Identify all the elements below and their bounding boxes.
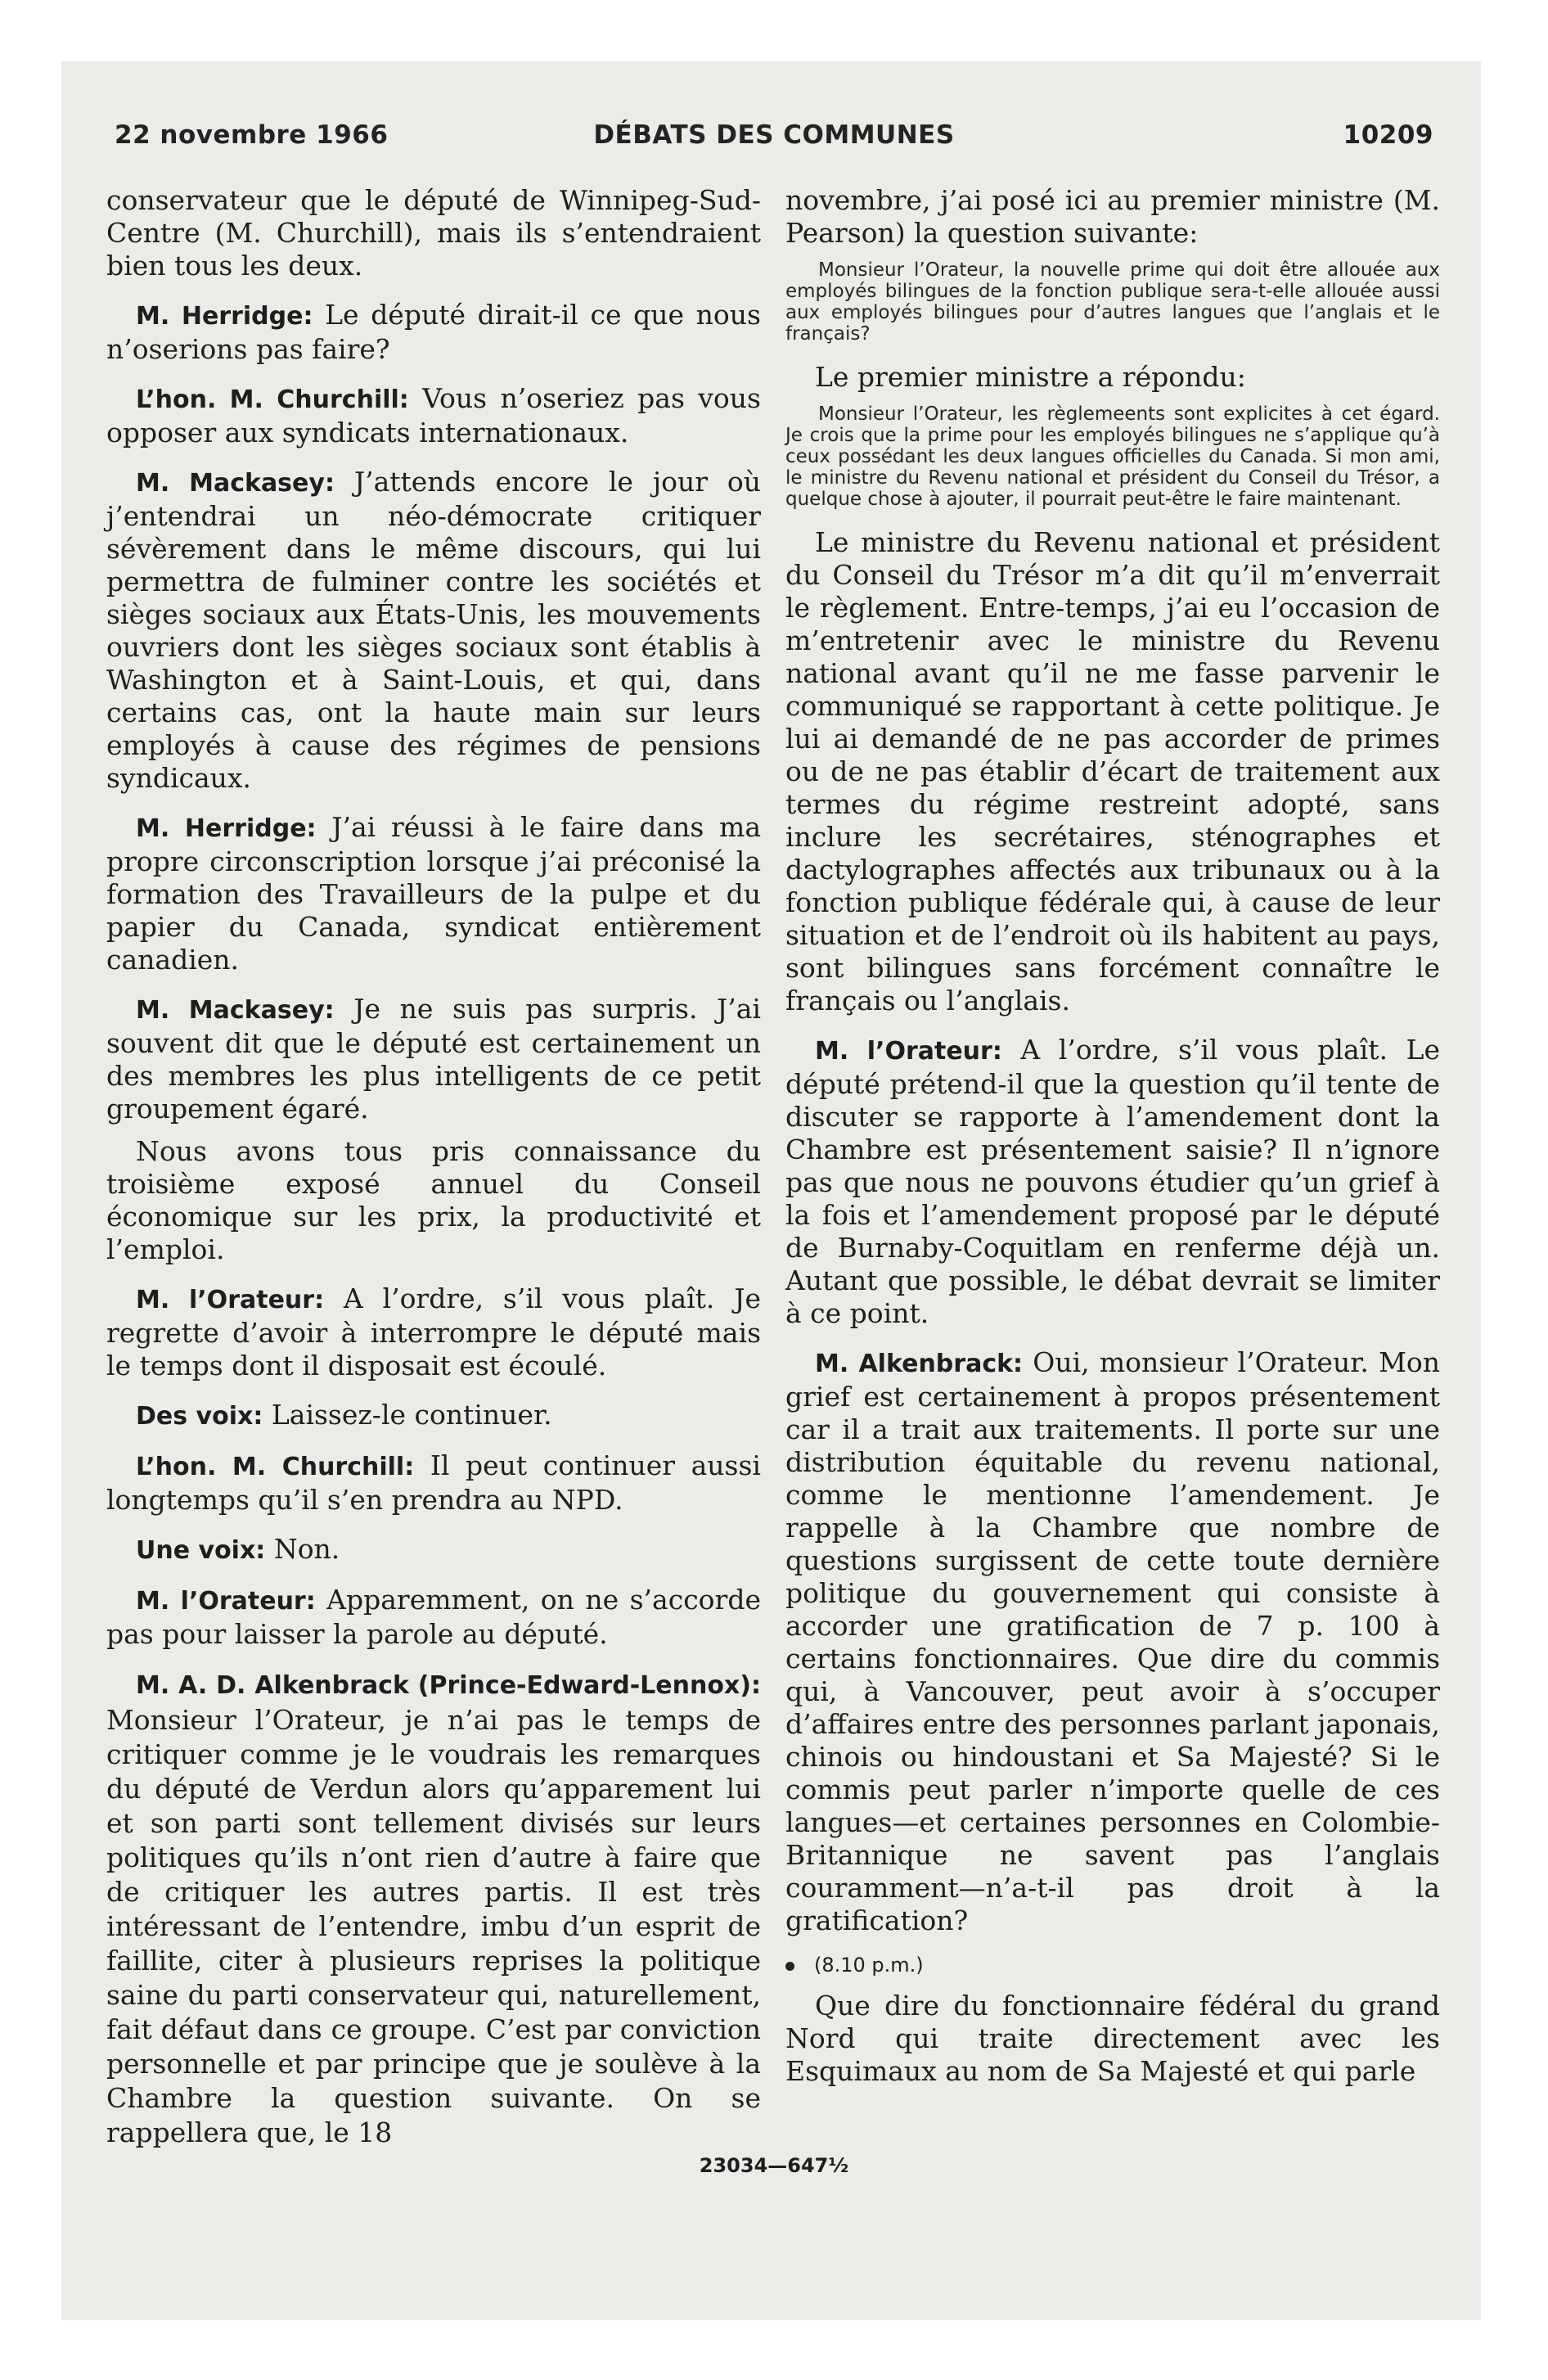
paragraph: M. Mackasey: Je ne suis pas surpris. J’ai souvent dit que le député est certainement un des membres les plus intelligents de ce petit groupement égaré. [106, 993, 761, 1125]
header-date: 22 novembre 1966 [115, 120, 389, 150]
speaker-name: M. l’Orateur: [136, 1587, 316, 1616]
speaker-name: L’hon. M. Churchill: [136, 385, 409, 414]
bullet-icon [785, 1962, 794, 1971]
speaker-name: M. l’Orateur: [815, 1037, 1002, 1066]
footer-print-code: 23034—647½ [699, 2154, 849, 2177]
paragraph: Que dire du fonctionnaire fédéral du grand Nord qui traite directement avec les Esquimaux au nom de Sa Majesté et qui parle [785, 1990, 1440, 2087]
paragraph: Le premier ministre a répondu: [815, 361, 1246, 393]
paragraph: Nous avons tous pris connaissance du troisième exposé annuel du Conseil économique sur les prix, la productivité et l’emploi. [106, 1135, 761, 1265]
left-column [106, 184, 761, 2166]
right-column [785, 184, 1440, 2104]
header-page-number: 10209 [1343, 120, 1433, 150]
paragraph: M. Alkenbrack: Oui, monsieur l’Orateur. Mon grief est certainement à propos présentement car il a trait aux traitements. Il porte sur une distribution équitable du revenu national, comme le mentionne l’amendement. Je rappelle à la Chambre que nombre de questions surgissent de cette toute dernière politique du gouvernement qui consiste à accorder une gratification de 7 p. 100 à certains fonctionnaires. Que dire du commis qui, à Vancouver, peut avoir à s’occuper d’affaires entre des personnes parlant japonais, chinois ou hindoustani et Sa Majesté? Si le commis peut parler n’importe quelle de ces langues—et certaines personnes en Colombie-Britannique ne savent pas l’anglais couramment—n’a-t-il pas droit à la gratification? [785, 1346, 1440, 1936]
paragraph: L’hon. M. Churchill: Il peut continuer aussi longtemps qu’il s’en prendra au NPD. [106, 1449, 761, 1516]
speaker-name: M. Herridge: [136, 814, 317, 843]
paragraph: novembre, j’ai posé ici au premier ministre (M. Pearson) la question suivante: [785, 184, 1440, 249]
speaker-name: Une voix: [136, 1536, 266, 1565]
paragraph: M. Mackasey: J’attends encore le jour où j’entendrai un néo-démocrate critiquer sévèrement dans le même discours, qui lui permettra de fulminer contre les sociétés et sièges sociaux aux États-Unis, les mouvements ouvriers dont les sièges sociaux sont établis à Washington et à Saint-Louis, et qui, dans certains cas, ont la haute main sur leurs employés à cause des régimes de pensions syndicaux. [106, 466, 761, 794]
speaker-name: M. Herridge: [136, 302, 313, 331]
speaker-name: M. l’Orateur: [136, 1286, 325, 1314]
paragraph: M. Herridge: J’ai réussi à le faire dans ma propre circonscription lorsque j’ai préconisé la formation des Travailleurs de la pulpe et du papier du Canada, syndicat entièrement canadien. [106, 811, 761, 976]
paragraph: M. l’Orateur: A l’ordre, s’il vous plaît. Je regrette d’avoir à interrompre le député mais le temps dont il disposait est écoulé. [106, 1282, 761, 1382]
speaker-name: Des voix: [136, 1402, 263, 1431]
paragraph: conservateur que le député de Winnipeg-Sud-Centre (M. Churchill), mais ils s’entendraient bien tous les deux. [106, 184, 761, 282]
paragraph: M. l’Orateur: A l’ordre, s’il vous plaît. Le député prétend-il que la question qu’il tente de discuter se rapporte à l’amendement dont la Chambre est présentement saisie? Il n’ignore pas que nous ne pouvons étudier qu’un grief à la fois et l’amendement proposé par le député de Burnaby-Coquitlam en renferme déjà un. Autant que possible, le débat devrait se limiter à ce point. [785, 1034, 1440, 1329]
block-quote: Monsieur l’Orateur, les règlemeents sont explicites à cet égard. Je crois que la prime pour les employés bilingues ne s’applique qu’à ceux possédant les deux langues officielles du Canada. Si mon ami, le ministre du Revenu national et président du Conseil du Trésor, a quelque chose à ajouter, il pourrait peut-être le faire maintenant. [785, 403, 1440, 510]
speaker-name: L’hon. M. Churchill: [136, 1453, 415, 1481]
paragraph: Le ministre du Revenu national et président du Conseil du Trésor m’a dit qu’il m’enverrait le règlement. Entre-temps, j’ai eu l’occasion de m’entretenir avec le ministre du Revenu national avant qu’il ne me fasse parvenir le communiqué se rapportant à cette politique. Je lui ai demandé de ne pas accorder de primes ou de ne pas établir d’écart de traitement aux termes du régime restreint adopté, sans inclure les secrétaires, sténographes et dactylographes affectés aux tribunaux ou à la fonction publique fédérale qui, à cause de leur situation et de l’endroit où ils habitent au pays, sont bilingues sans forcément connaître le français ou l’anglais. [785, 526, 1440, 1016]
paragraph: M. A. D. Alkenbrack (Prince-Edward-Lennox): Monsieur l’Orateur, je n’ai pas le temps de critiquer comme je le voudrais les remarques du député de Verdun alors qu’apparement lui et son parti sont tellement divisés sur leurs politiques qu’ils n’ont rien d’autre à faire que de critiquer les autres partis. Il est très intéressant de l’entendre, imbu d’un esprit de faillite, citer à plusieurs reprises la politique saine du parti conservateur qui, naturellement, fait défaut dans ce groupe. C’est par conviction personnelle et par principe que je soulève à la Chambre la question suivante. On se rappellera que, le 18 [106, 1671, 761, 2148]
speaker-name: M. A. D. Alkenbrack (Prince-Edward-Lennox): [136, 1671, 761, 1700]
speaker-name: M. Mackasey: [136, 469, 335, 498]
paragraph: L’hon. M. Churchill: Vous n’oseriez pas vous opposer aux syndicats internationaux. [106, 382, 761, 449]
header-title: DÉBATS DES COMMUNES [593, 120, 955, 150]
paragraph: M. l’Orateur: Apparemment, on ne s’accorde pas pour laisser la parole au député. [106, 1584, 761, 1650]
paragraph: M. Herridge: Le député dirait-il ce que nous n’oserions pas faire? [106, 299, 761, 365]
paragraph: Des voix: Laissez-le continuer. [136, 1399, 552, 1431]
paragraph: Une voix: Non. [136, 1533, 340, 1565]
speaker-name: M. Mackasey: [136, 996, 335, 1025]
time-marker: (8.10 p.m.) [785, 1954, 1440, 1977]
block-quote: Monsieur l’Orateur, la nouvelle prime qui doit être allouée aux employés bilingues de la fonction publique sera-t-elle allouée aussi aux employés bilingues pour d’autres langues que l’anglais et le français? [785, 259, 1440, 345]
speaker-name: M. Alkenbrack: [815, 1350, 1024, 1378]
